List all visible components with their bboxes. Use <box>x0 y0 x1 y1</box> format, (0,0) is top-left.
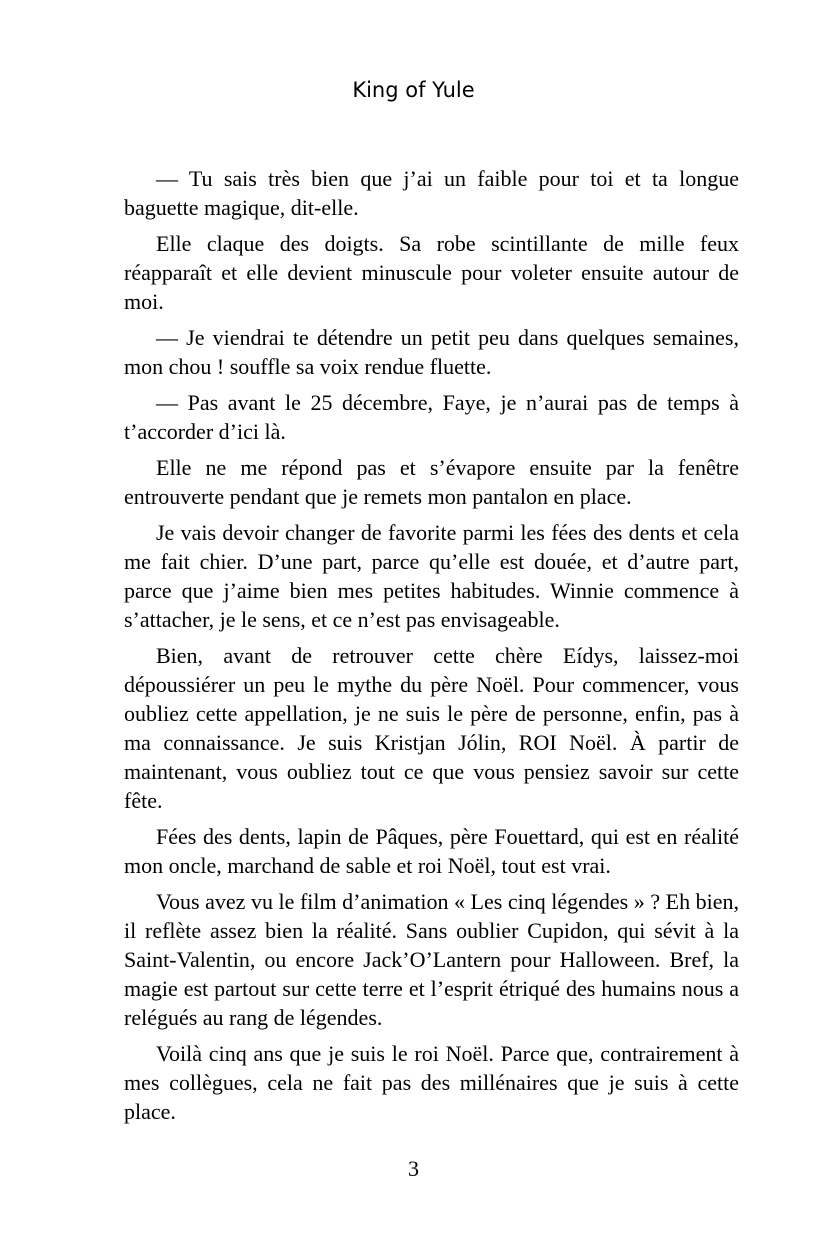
paragraph: Elle ne me répond pas et s’évapore ensuite par la fenêtre entrouverte pendant que je remets mon pantalon en place. <box>124 455 739 509</box>
paragraph: — Je viendrai te détendre un petit peu dans quelques semaines, mon chou ! souffle sa voix rendue fluette. <box>124 325 739 379</box>
paragraph: Vous avez vu le film d’animation « Les cinq légendes » ? Eh bien, il reflète assez bien la réalité. Sans oublier Cupidon, qui sévit à la Saint-Valentin, ou encore Jack’O’Lantern pour Halloween. Bref, la magie est partout sur cette terre et l’esprit étriqué des humains nous a relégués au rang de légendes. <box>124 889 739 1030</box>
paragraph: Fées des dents, lapin de Pâques, père Fouettard, qui est en réalité mon oncle, marchand de sable et roi Noël, tout est vrai. <box>124 824 739 878</box>
paragraph: Je vais devoir changer de favorite parmi les fées des dents et cela me fait chier. D’une part, parce qu’elle est douée, et d’autre part, parce que j’aime bien mes petites habitudes. Winnie commence à s’attacher, je le sens, et ce n’est pas envisageable. <box>124 520 739 632</box>
page-number: 3 <box>408 1156 419 1181</box>
paragraph: Elle claque des doigts. Sa robe scintillante de mille feux réapparaît et elle devient minuscule pour voleter ensuite autour de moi. <box>124 231 739 314</box>
book-page-body <box>124 164 739 1133</box>
paragraph: Bien, avant de retrouver cette chère Eídys, laissez-moi dépoussiérer un peu le mythe du père Noël. Pour commencer, vous oubliez cette appellation, je ne suis le père de personne, enfin, pas à ma connaissance. Je suis Kristjan Jólin, ROI Noël. À partir de maintenant, vous oubliez tout ce que vous pensiez savoir sur cette fête. <box>124 643 739 813</box>
running-header-title: King of Yule <box>352 78 475 102</box>
paragraph: Voilà cinq ans que je suis le roi Noël. Parce que, contrairement à mes collègues, cela ne fait pas des millénaires que je suis à cette place. <box>124 1041 739 1124</box>
paragraph: — Tu sais très bien que j’ai un faible pour toi et ta longue baguette magique, dit-elle. <box>124 166 739 220</box>
paragraph: — Pas avant le 25 décembre, Faye, je n’aurai pas de temps à t’accorder d’ici là. <box>124 390 739 444</box>
